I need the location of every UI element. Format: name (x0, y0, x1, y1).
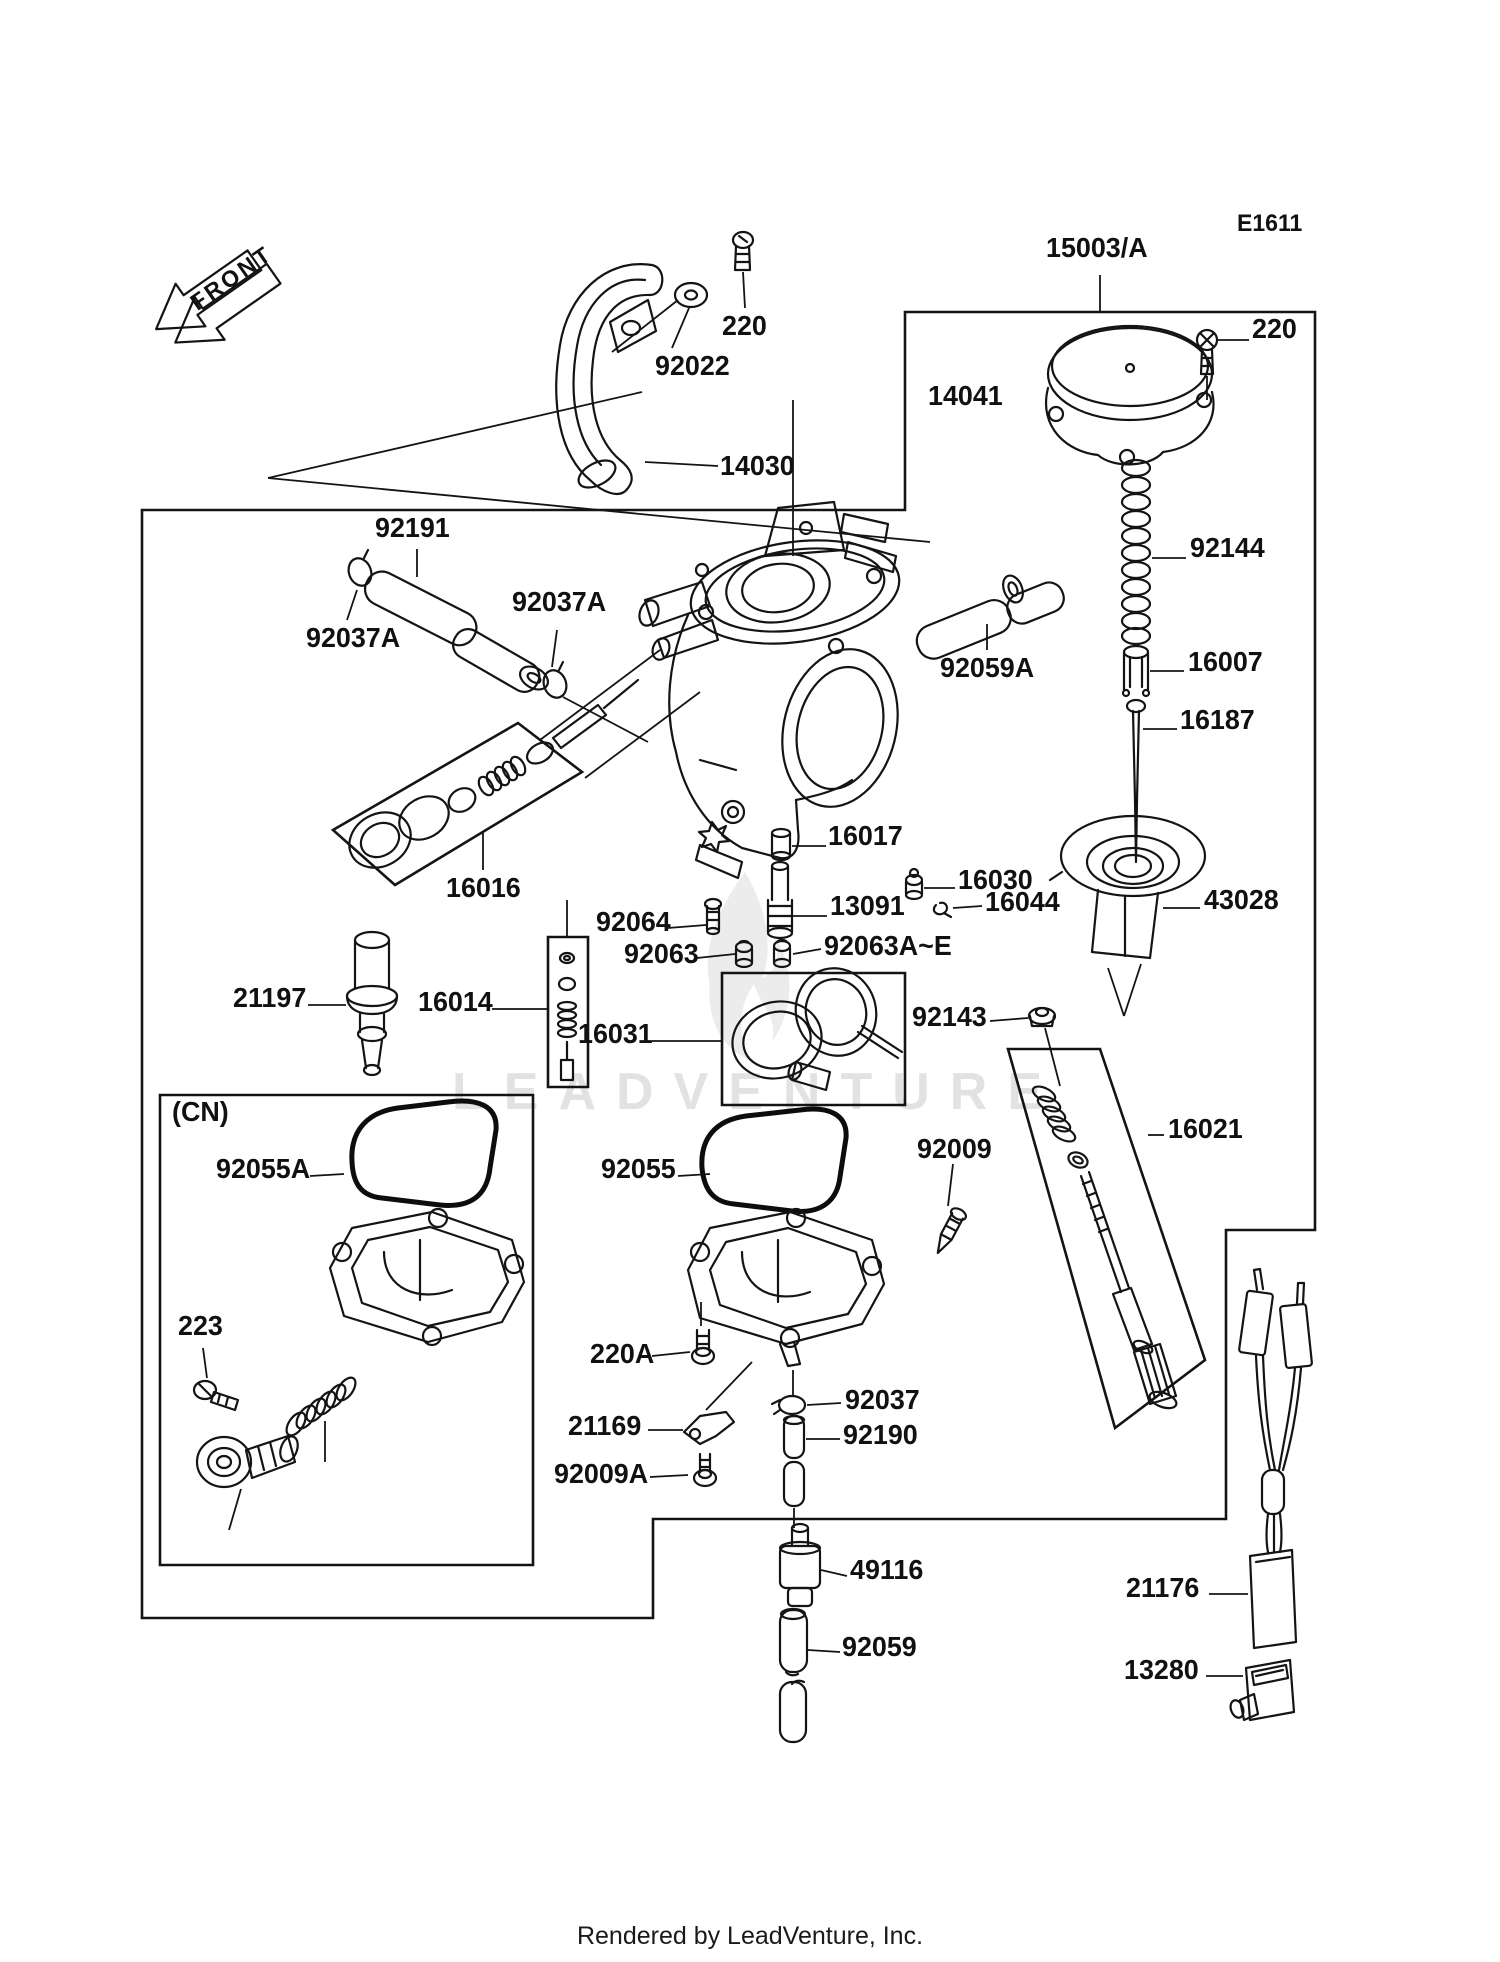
clamp-92037A-left (345, 550, 375, 620)
plunger-21197 (308, 932, 397, 1075)
valve-16030 (906, 869, 955, 899)
part-label-92059A: 92059A (940, 652, 1035, 683)
part-label-21176: 21176 (1126, 1572, 1200, 1603)
part-label-92190: 92190 (843, 1419, 918, 1450)
part-label-92037A: 92037A (306, 622, 401, 653)
plug-92063 (697, 941, 752, 967)
needle-holder-16007 (1123, 646, 1184, 696)
washer-92022 (612, 283, 707, 352)
plunger-cap-16146 (197, 1434, 301, 1530)
part-label-220: 220 (1252, 313, 1297, 344)
screw-92009A (650, 1454, 716, 1486)
part-label-21197: 21197 (233, 982, 307, 1013)
part-label-16044: 16044 (985, 886, 1060, 917)
part-label-92009A: 92009A (554, 1458, 649, 1489)
tube-92190 (784, 1416, 840, 1528)
part-label-92022: 92022 (655, 350, 730, 381)
part-label-92059: 92059 (842, 1631, 917, 1662)
clip-16044 (934, 903, 982, 917)
needle-kit-16014 (492, 900, 576, 1080)
screw-223 (194, 1348, 238, 1410)
part-label-16187: 16187 (1180, 704, 1255, 735)
part-label-16014: 16014 (418, 986, 493, 1017)
part-label-16030: 16030 (958, 864, 1033, 895)
svg-text:FRONT: FRONT (185, 240, 278, 316)
cover-14041 (1046, 326, 1214, 464)
part-label-220A: 220A (590, 1338, 655, 1369)
pilot-screw-box (333, 723, 582, 885)
adjuster-kit-box (1008, 1049, 1205, 1428)
part-label-49116: 49116 (850, 1554, 924, 1585)
part-label-92143: 92143 (912, 1001, 987, 1032)
part-label-CN: (CN) (172, 1096, 229, 1127)
switch-13280 (1206, 1660, 1294, 1720)
part-label-16007: 16007 (1188, 646, 1263, 677)
screw-92009 (931, 1206, 968, 1257)
clamp-92037 (772, 1396, 841, 1414)
front-arrow-icon (141, 229, 297, 369)
part-label-92064: 92064 (596, 906, 671, 937)
part-label-E1611: E1611 (1237, 210, 1303, 237)
float-bowl-cn (330, 1209, 524, 1345)
screw-92064 (668, 899, 721, 934)
part-label-92037A: 92037A (512, 586, 607, 617)
part-label-92063AE: 92063A~E (824, 930, 952, 961)
diaphragm-43028 (1050, 816, 1205, 1016)
throttle-kit-16031 (652, 959, 902, 1090)
adjuster-16021 (1031, 1083, 1179, 1411)
part-label-223: 223 (178, 1310, 223, 1341)
tube-92059A (912, 573, 1068, 664)
spring-92144A (283, 1374, 359, 1462)
part-label-14030: 14030 (720, 450, 795, 481)
part-label-15003A: 15003/A (1046, 232, 1148, 263)
part-label-13280: 13280 (1124, 1654, 1199, 1685)
part-label-92144: 92144 (1190, 532, 1265, 563)
part-label-220: 220 (722, 310, 767, 341)
jet-13091 (768, 862, 827, 938)
part-label-43028: 43028 (1204, 884, 1279, 915)
main-assembly-box (142, 312, 1315, 1618)
float-valve-49116 (780, 1524, 847, 1606)
part-label-92037: 92037 (845, 1384, 920, 1415)
watermark-text: LEADVENTURE (452, 1063, 1063, 1121)
part-label-92063: 92063 (624, 938, 699, 969)
tube-92059 (780, 1609, 840, 1742)
nut-92143 (990, 1008, 1060, 1086)
screw-220-top-left (733, 232, 753, 308)
part-label-13091: 13091 (830, 890, 905, 921)
bracket-21169 (648, 1412, 734, 1444)
part-label-16017: 16017 (828, 820, 903, 851)
footer-credit: Rendered by LeadVenture, Inc. (576, 1922, 924, 1950)
sensor-21176 (1209, 1269, 1312, 1648)
part-label-92191: 92191 (375, 512, 450, 543)
part-label-16031: 16031 (578, 1018, 653, 1049)
part-label-92009: 92009 (917, 1133, 992, 1164)
part-label-16016: 16016 (446, 872, 521, 903)
part-label-92055: 92055 (601, 1153, 676, 1184)
pilot-screw-assembly-16016 (339, 650, 700, 879)
gasket-92055 (678, 1109, 846, 1211)
spring-92144 (1122, 460, 1186, 644)
part-label-21169: 21169 (568, 1410, 642, 1441)
plug-92063A-E (774, 940, 821, 967)
screw-220A (652, 1302, 714, 1364)
float-bowl-main (688, 1209, 884, 1410)
part-label-92055A: 92055A (216, 1153, 311, 1184)
part-label-16021: 16021 (1168, 1113, 1243, 1144)
gasket-92055A (310, 1101, 496, 1205)
part-label-14041: 14041 (928, 380, 1003, 411)
screw-220-top-right (1197, 330, 1249, 400)
